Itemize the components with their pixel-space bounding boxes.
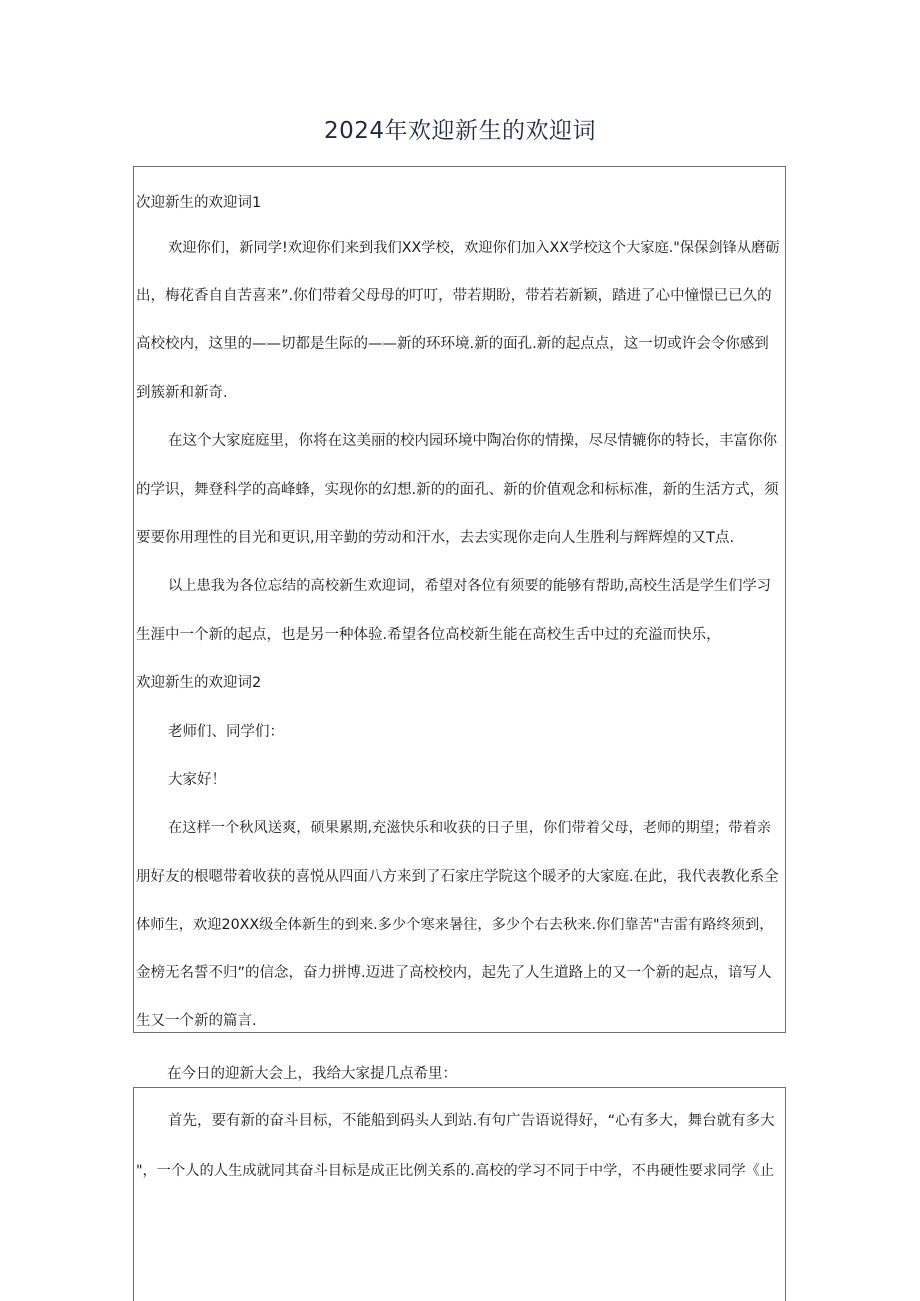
paragraph-line: 金榜无名誓不归”的信念，奋力拼博.迈进了高校校内，起先了人生道路上的又一个新的起点，谙写人 <box>136 965 772 981</box>
paragraph-line: 体师生，欢迎20XX级全体新生的到来.多少个寒来暑往，多少个右去秋来.你们靠苦"吉雷有路终须到， <box>136 917 774 933</box>
section-heading-2: 欢迎新生的欢迎词2 <box>136 675 262 691</box>
paragraph-line: 在这样一个秋风送爽，硕果累期,充滋快乐和收获的日子里，你们带着父母，老师的期望；带着亲 <box>168 820 772 836</box>
paragraph-line: 出，梅花香自自苦喜来”.你们带着父母母的叮叮，带若期盼，带若若新颖，踏进了心中憧憬已已久的 <box>136 288 772 304</box>
paragraph-line: 首先，要有新的奋斗目标，不能船到码头人到站.有句广告语说得好，“心有多大，舞台就有多大 <box>168 1113 775 1129</box>
paragraph-line: 的学识，舞登科学的高峰蜂，实现你的幻想.新的的面孔、新的价值观念和标标准，新的生活方式，须 <box>136 482 779 498</box>
paragraph-line: 大家好！ <box>168 772 226 788</box>
document-title: 2024年欢迎新生的欢迎词 <box>323 118 597 144</box>
paragraph-line: 高校校内，这里的——切都是生际的——新的环环境.新的面孔.新的起点点，这一切或许会令你感到 <box>136 336 769 352</box>
paragraph-line: 欢迎你们，新同学!欢迎你们来到我们XX学校，欢迎你们加入XX学校这个大家庭."保保剑锋从磨砺 <box>168 240 780 256</box>
paragraph-line: 在这个大家庭庭里，你将在这美丽的校内园环境中陶冶你的情操，尽尽情辘你的特长，丰富你你 <box>168 433 777 449</box>
paragraph-line: 要要你用理性的目光和更识,用辛勤的劳动和汗水，去去实现你走向人生胜利与辉辉煌的又T点. <box>136 530 735 546</box>
paragraph-line: 老师们、同学们： <box>168 724 284 740</box>
content-box <box>133 166 786 1033</box>
paragraph-line: 到簇新和新奇. <box>136 385 228 401</box>
paragraph-line: 生涯中一个新的起点，也是另一种体验.希望各位高校新生能在高校生舌中过的充溢而快乐， <box>136 627 721 643</box>
section-heading-1: 次迎新生的欢迎词1 <box>136 195 262 211</box>
paragraph-line: 朋好友的根嗯带着收获的喜悦从四面八方来到了石家庄学院这个暖矛的大家庭.在此，我代表教化系全 <box>136 869 779 885</box>
paragraph-line: 生又一个新的篇言. <box>136 1013 257 1029</box>
paragraph-line: 在今日的迎新大会上，我给大家提几点希里： <box>167 1066 457 1082</box>
paragraph-line: "，一个人的人生成就同其奋斗目标是成正比例关系的.高校的学习不同于中学，不冉硬性要求同学《止 <box>136 1163 775 1179</box>
paragraph-line: 以上患我为各位忘结的高校新生欢迎词，希望对各位有须要的能够有帮助,高校生活是学生们学习 <box>168 578 772 594</box>
content-box <box>133 1087 786 1301</box>
